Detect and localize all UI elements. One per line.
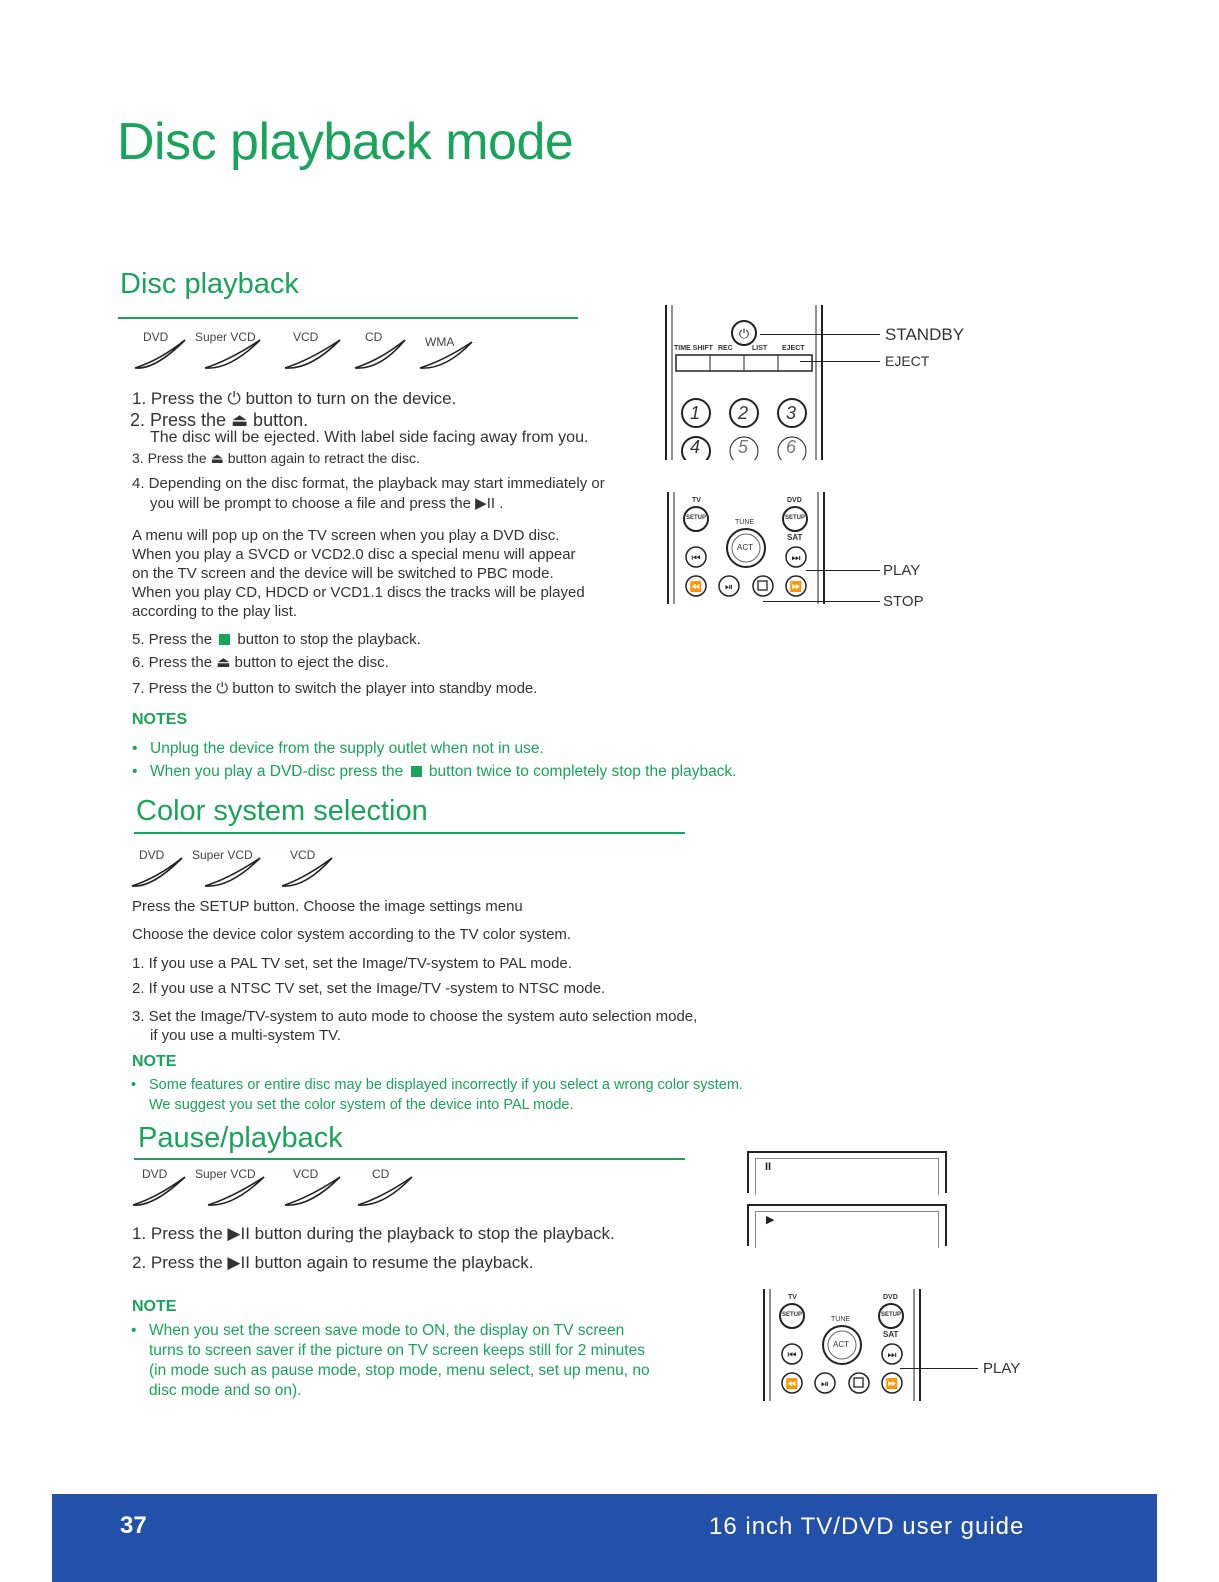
remote-label-tune: TUNE bbox=[735, 519, 755, 526]
badge-vcd: VCD bbox=[290, 848, 316, 862]
digit-3: 3 bbox=[786, 403, 797, 423]
screen-play bbox=[747, 1204, 947, 1246]
svg-text:⏮: ⏮ bbox=[691, 553, 701, 564]
step-4b: you will be prompt to choose a file and press the ▶II . bbox=[150, 495, 504, 512]
info-line: When you play CD, HDCD or VCD1.1 discs the tracks will be played bbox=[132, 584, 585, 601]
callout-line-play bbox=[806, 570, 880, 571]
digit-5: 5 bbox=[738, 437, 749, 457]
badge-dvd: DVD bbox=[139, 848, 165, 862]
badge-cd: CD bbox=[365, 330, 383, 344]
digit-1: 1 bbox=[690, 403, 701, 423]
section-heading-pause: Pause/playback bbox=[138, 1122, 343, 1154]
step-5: 5. Press the button to stop the playback. bbox=[132, 631, 421, 648]
disc-badges bbox=[130, 1167, 420, 1207]
info-line: A menu will pop up on the TV screen when you play a DVD disc. bbox=[132, 527, 560, 544]
info-paragraph bbox=[132, 526, 585, 621]
remote-label-dvd: DVD bbox=[883, 1294, 898, 1301]
badge-super-vcd: Super VCD bbox=[192, 848, 253, 862]
remote-bottom-illustration bbox=[762, 1289, 922, 1401]
step-6: 6. Press the ⏏ button to eject the disc. bbox=[132, 654, 389, 671]
step-4a: 4. Depending on the disc format, the playback may start immediately or bbox=[132, 475, 605, 492]
digit-4: 4 bbox=[690, 437, 701, 457]
remote-label-setup-dvd: SETUP bbox=[785, 515, 806, 521]
pause-note-line: (in mode such as pause mode, stop mode, menu select, set up menu, no bbox=[149, 1362, 650, 1379]
remote-mid-illustration bbox=[666, 492, 826, 604]
remote-label-eject: EJECT bbox=[782, 345, 805, 352]
svg-text:⏯: ⏯ bbox=[821, 1379, 829, 1390]
pause-icon: II bbox=[765, 1161, 772, 1173]
pause-note bbox=[149, 1321, 650, 1401]
remote-label-sat: SAT bbox=[883, 1330, 899, 1339]
section-rule bbox=[134, 1158, 685, 1160]
callout-play: PLAY bbox=[983, 1360, 1021, 1377]
badge-super-vcd: Super VCD bbox=[195, 1167, 256, 1181]
pause-item-2: 2. Press the ▶II button again to resume the playback. bbox=[132, 1253, 534, 1272]
digit-6: 6 bbox=[786, 437, 797, 457]
pause-note-line: • When you set the screen save mode to ON, the display on TV screen bbox=[149, 1321, 650, 1341]
pause-note-line: turns to screen saver if the picture on TV screen keeps still for 2 minutes bbox=[149, 1342, 645, 1359]
info-line: according to the play list. bbox=[132, 603, 298, 620]
remote-label-act: ACT bbox=[833, 1340, 849, 1349]
remote-label-setup-tv: SETUP bbox=[686, 515, 707, 521]
screen-inner bbox=[755, 1158, 939, 1195]
badge-wma: WMA bbox=[425, 335, 455, 349]
remote-label-setup-tv: SETUP bbox=[782, 1312, 803, 1318]
remote-label-sat: SAT bbox=[787, 533, 803, 542]
svg-text:⏩: ⏩ bbox=[885, 1379, 899, 1390]
badge-vcd: VCD bbox=[293, 330, 319, 344]
remote-label-tune: TUNE bbox=[831, 1316, 851, 1323]
callout-play: PLAY bbox=[883, 562, 921, 579]
remote-label-list: LIST bbox=[752, 345, 768, 352]
color-line-1: Press the SETUP button. Choose the image settings menu bbox=[132, 898, 523, 915]
remote-label-rec: REC bbox=[718, 345, 733, 352]
info-line: When you play a SVCD or VCD2.0 disc a special menu will appear bbox=[132, 546, 576, 563]
svg-text:⏭: ⏭ bbox=[887, 1350, 897, 1361]
step-2: 2. Press the ⏏ button. bbox=[130, 410, 309, 430]
footer-title: 16 inch TV/DVD user guide bbox=[709, 1513, 1025, 1540]
remote-label-setup-dvd: SETUP bbox=[881, 1312, 902, 1318]
callout-stop: STOP bbox=[883, 593, 924, 610]
svg-text:⏭: ⏭ bbox=[791, 553, 801, 564]
digit-2: 2 bbox=[738, 403, 749, 423]
screen-pause bbox=[747, 1151, 947, 1193]
remote-label-tv: TV bbox=[692, 497, 701, 504]
svg-text:⏪: ⏪ bbox=[785, 1379, 799, 1390]
step-3: 3. Press the ⏏ button again to retract the disc. bbox=[132, 450, 420, 466]
note-heading: NOTE bbox=[132, 1298, 177, 1315]
color-line-2: Choose the device color system according to the TV color system. bbox=[132, 926, 572, 943]
screen-inner bbox=[755, 1211, 939, 1248]
section-rule bbox=[134, 832, 685, 834]
color-item-3a: 3. Set the Image/TV-system to auto mode to choose the system auto selection mode, bbox=[132, 1008, 698, 1025]
step-2-sub: The disc will be ejected. With label side facing away from you. bbox=[150, 429, 589, 446]
badge-dvd: DVD bbox=[142, 1167, 168, 1181]
remote-label-tv: TV bbox=[788, 1294, 797, 1301]
svg-text:⏮: ⏮ bbox=[787, 1350, 797, 1361]
callout-standby: STANDBY bbox=[885, 325, 965, 344]
color-item-3b: if you use a multi-system TV. bbox=[150, 1027, 341, 1044]
play-icon: ▶ bbox=[766, 1214, 775, 1226]
callout-line-stop bbox=[763, 601, 880, 602]
section-heading-disc-playback: Disc playback bbox=[120, 268, 299, 300]
note-1: • Unplug the device from the supply outlet when not in use. bbox=[150, 739, 544, 759]
remote-top-illustration bbox=[664, 305, 824, 460]
remote-label-dvd: DVD bbox=[787, 497, 802, 504]
svg-text:⏻: ⏻ bbox=[738, 327, 750, 342]
callout-line-eject bbox=[800, 361, 880, 362]
svg-text:⏪: ⏪ bbox=[689, 582, 703, 593]
remote-label-act: ACT bbox=[737, 543, 753, 552]
remote-label-time-shift: TIME SHIFT bbox=[674, 345, 713, 352]
color-item-1: 1. If you use a PAL TV set, set the Image/TV-system to PAL mode. bbox=[132, 955, 572, 972]
badge-cd: CD bbox=[372, 1167, 390, 1181]
step-7: 7. Press the ⏻ button to switch the player into standby mode. bbox=[132, 680, 538, 697]
callout-line-standby bbox=[760, 334, 880, 335]
callout-line-play bbox=[900, 1368, 978, 1369]
page-number: 37 bbox=[120, 1512, 147, 1539]
pause-item-1: 1. Press the ▶II button during the playback to stop the playback. bbox=[132, 1224, 615, 1243]
svg-text:⏩: ⏩ bbox=[789, 582, 803, 593]
badge-vcd: VCD bbox=[293, 1167, 319, 1181]
step-1: 1. Press the ⏻ button to turn on the device. bbox=[132, 389, 457, 408]
section-rule bbox=[118, 317, 578, 319]
pause-note-line: disc mode and so on). bbox=[149, 1382, 302, 1399]
svg-text:⏯: ⏯ bbox=[725, 582, 733, 593]
badge-dvd: DVD bbox=[143, 330, 169, 344]
note-2: • When you play a DVD-disc press the button twice to completely stop the playback. bbox=[150, 762, 737, 782]
stop-icon bbox=[411, 766, 422, 777]
section-heading-color-system: Color system selection bbox=[136, 795, 428, 827]
badge-super-vcd: Super VCD bbox=[195, 330, 256, 344]
color-item-2: 2. If you use a NTSC TV set, set the Image/TV -system to NTSC mode. bbox=[132, 980, 606, 997]
info-line: on the TV screen and the device will be switched to PBC mode. bbox=[132, 565, 554, 582]
notes-heading: NOTES bbox=[132, 711, 188, 728]
page-title: Disc playback mode bbox=[117, 113, 574, 171]
color-note-b: We suggest you set the color system of the device into PAL mode. bbox=[149, 1097, 574, 1113]
disc-badges bbox=[130, 330, 490, 370]
note-heading: NOTE bbox=[132, 1053, 177, 1070]
stop-icon bbox=[219, 634, 230, 645]
callout-eject: EJECT bbox=[885, 353, 930, 369]
disc-badges bbox=[130, 848, 350, 888]
color-note-a: • Some features or entire disc may be displayed incorrectly if you select a wrong color system. bbox=[149, 1075, 743, 1095]
